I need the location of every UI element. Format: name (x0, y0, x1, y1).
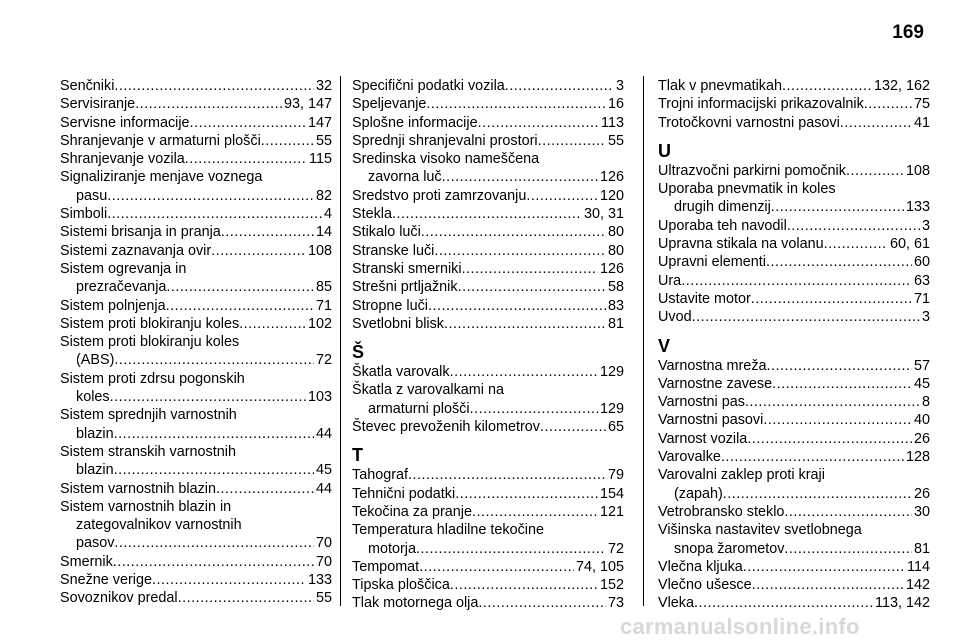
index-entry-page: 79 (607, 467, 624, 484)
index-entry (352, 297, 624, 315)
index-entry-term: Vetrobransko steklo (658, 503, 785, 520)
index-entry (60, 425, 332, 443)
index-entry-term: Vleka (658, 595, 694, 612)
index-entry (658, 411, 930, 429)
dot-leader (478, 114, 599, 132)
dot-leader (261, 132, 314, 150)
dot-leader (211, 242, 306, 260)
index-entry-term: drugih dimenzij (674, 199, 771, 216)
index-entry-term: (ABS) (76, 352, 115, 369)
index-entry-term: pasov (76, 535, 115, 552)
index-entry-page: 3 (615, 78, 624, 94)
dot-leader (166, 297, 314, 315)
index-entry (352, 278, 624, 296)
index-entry-page: 133 (307, 572, 332, 589)
index-entry (352, 400, 624, 418)
index-entry-page: 83 (607, 297, 624, 314)
index-entry-page: 14 (315, 224, 332, 241)
index-entry (658, 540, 930, 558)
index-entry-page: 102 (307, 315, 332, 332)
index-entry-heading: Sistem proti zdrsu pogonskih (60, 370, 245, 387)
dot-leader (392, 205, 582, 223)
index-entry-page: 113 (601, 114, 624, 131)
dot-leader (110, 388, 306, 406)
index-entry-term: Tahograf (352, 467, 409, 484)
index-entry (658, 235, 930, 253)
dot-leader (114, 461, 314, 479)
dot-leader (114, 351, 314, 369)
index-entry (658, 393, 930, 411)
index-entry-term: Ustavite motor (658, 290, 751, 307)
index-entry-term: Sistemi brisanja in pranja (60, 224, 221, 241)
page-number: 169 (892, 22, 924, 43)
index-entry-heading: Sistem sprednjih varnostnih (60, 407, 237, 424)
index-entry-page: 129 (599, 400, 624, 417)
index-entry-term: Uporaba teh navodil (658, 217, 787, 234)
dot-leader (421, 223, 606, 241)
dot-leader (450, 576, 598, 594)
index-entry-page: 71 (315, 297, 332, 314)
index-entry (352, 114, 624, 132)
index-entry-term: Sprednji shranjevalni prostori (352, 132, 538, 149)
index-entry-term: Splošne informacije (352, 114, 478, 131)
index-entry-page: 26 (913, 485, 930, 502)
dot-leader (505, 77, 614, 95)
dot-leader (478, 594, 606, 612)
index-entry-term: Simboli (60, 206, 108, 223)
index-entry-page: 80 (607, 242, 624, 259)
dot-leader (419, 558, 574, 576)
dot-leader (771, 198, 904, 216)
dot-leader (455, 485, 598, 503)
dot-leader (185, 150, 307, 168)
index-entry-term: Varnostna mreža (658, 357, 767, 374)
dot-leader (107, 205, 322, 223)
index-entry-term: Škatla varovalk (352, 364, 450, 381)
index-entry-page: 41 (913, 114, 930, 131)
index-entry (60, 461, 332, 479)
index-entry (352, 558, 624, 576)
index-entry (60, 297, 332, 315)
dot-leader (239, 315, 306, 333)
index-entry (658, 77, 930, 95)
index-entry-page: 81 (913, 540, 930, 557)
index-entry-page: 115 (309, 151, 332, 168)
index-entry-term: Tehnični podatki (352, 485, 456, 502)
dot-leader (745, 393, 920, 411)
index-entry-heading: Sredinska visoko nameščena (352, 151, 540, 168)
index-entry (60, 150, 332, 168)
index-entry-term: Tlak motornega olja (352, 595, 479, 612)
index-entry-page: 16 (607, 96, 624, 113)
dot-leader (787, 217, 920, 235)
dot-leader (721, 448, 904, 466)
index-entry-page: 132, 162 (873, 78, 930, 94)
index-entry-page: 71 (913, 290, 930, 307)
index-entry (658, 357, 930, 375)
index-entry-term: blazin (76, 425, 114, 442)
index-entry-term: Sistem polnjenja (60, 297, 166, 314)
index-entry-term: Tipska ploščica (352, 577, 450, 594)
index-entry-term: Senčniki (60, 78, 115, 94)
index-entry-page: 30, 31 (583, 206, 624, 223)
index-entry-page: 126 (599, 169, 624, 186)
index-entry (658, 375, 930, 393)
dot-leader (784, 540, 912, 558)
index-entry-page: 82 (315, 187, 332, 204)
index-entry-page: 73 (607, 595, 624, 612)
index-entry-page: 85 (315, 279, 332, 296)
dot-leader (426, 95, 606, 113)
index-entry-page: 44 (315, 480, 332, 497)
index-entry-page: 108 (905, 162, 930, 179)
index-entry-term: motorja (368, 540, 416, 557)
dot-leader (428, 297, 606, 315)
index-entry-heading: Sistem ogrevanja in (60, 260, 187, 277)
index-entry-heading: zategovalnikov varnostnih (76, 517, 242, 534)
index-entry (60, 205, 332, 223)
index-entry-heading: Sistem proti blokiranju koles (60, 334, 240, 351)
index-entry-page: 147 (307, 114, 332, 131)
index-entry (60, 114, 332, 132)
index-entry-term: koles (76, 389, 110, 406)
dot-leader (772, 375, 912, 393)
index-column-3 (658, 77, 930, 613)
index-letter-heading: T (352, 445, 363, 466)
index-entry-term: pasu (76, 187, 108, 204)
index-entry-term: Tlak v pnevmatikah (658, 78, 782, 94)
dot-leader (766, 253, 912, 271)
index-entry-page: 44 (315, 425, 332, 442)
index-entry (658, 114, 930, 132)
index-entry-page: 40 (913, 412, 930, 429)
index-entry-term: Varnostni pas (658, 394, 745, 411)
index-letter-heading: V (658, 335, 671, 356)
index-entry (352, 168, 624, 186)
dot-leader (216, 480, 314, 498)
index-entry-term: Specifični podatki vozila (352, 78, 505, 94)
index-entry-page: 45 (913, 375, 930, 392)
index-entry (658, 594, 930, 612)
index-entry (60, 132, 332, 150)
index-entry-term: Speljevanje (352, 96, 427, 113)
index-entry-page: 45 (315, 462, 332, 479)
index-entry-page: 103 (307, 389, 332, 406)
index-entry-term: Varnostne zavese (658, 375, 773, 392)
index-entry-term: zavorna luč (368, 169, 442, 186)
dot-leader (743, 558, 905, 576)
dot-leader (782, 77, 872, 95)
index-entry (352, 503, 624, 521)
index-entry (60, 571, 332, 589)
index-entry (658, 558, 930, 576)
dot-leader (694, 594, 873, 612)
index-entry (60, 242, 332, 260)
index-entry (658, 217, 930, 235)
index-column-2 (352, 77, 624, 613)
index-entry-term: Varovalke (658, 449, 721, 466)
index-entry-heading: Škatla z varovalkami na (352, 382, 504, 399)
dot-leader (540, 418, 606, 436)
index-entry-page: 72 (315, 352, 332, 369)
dot-leader (107, 187, 314, 205)
index-entry-heading: Sistem varnostnih blazin in (60, 498, 232, 515)
index-entry-term: Sistem proti blokiranju koles (60, 315, 240, 332)
dot-leader (450, 363, 598, 381)
index-entry (352, 242, 624, 260)
index-entry-term: Tekočina za pranje (352, 503, 472, 520)
index-entry-term: Smernik (60, 553, 113, 570)
index-entry-term: Sovoznikov predal (60, 590, 178, 607)
index-entry-page: 55 (315, 590, 332, 607)
dot-leader (114, 425, 314, 443)
index-entry-heading: Uporaba pnevmatik in koles (658, 181, 836, 198)
index-letter-heading: Š (352, 342, 365, 363)
index-entry (658, 576, 930, 594)
index-entry (60, 95, 332, 113)
index-entry-page: 152 (599, 577, 624, 594)
index-entry-page: 113, 142 (875, 595, 930, 612)
dot-leader (166, 278, 314, 296)
dot-leader (135, 95, 282, 113)
dot-leader (846, 162, 904, 180)
index-entry-page: 72 (607, 540, 624, 557)
index-entry-page: 3 (921, 217, 930, 234)
index-entry (60, 589, 332, 607)
index-letter-heading: U (658, 140, 671, 161)
index-entry (60, 223, 332, 241)
index-entry-term: Sredstvo proti zamrzovanju (352, 187, 527, 204)
dot-leader (752, 576, 904, 594)
index-entry-heading: Varovalni zaklep proti kraji (658, 467, 825, 484)
dot-leader (114, 534, 314, 552)
dot-leader (416, 540, 606, 558)
column-divider (340, 76, 341, 606)
index-entry (352, 95, 624, 113)
index-entry (658, 448, 930, 466)
index-entry-term: Snežne verige (60, 572, 153, 589)
dot-leader (864, 95, 912, 113)
index-entry-term: Servisne informacije (60, 114, 190, 131)
index-entry (60, 77, 332, 95)
index-entry-term: Stranski smerniki (352, 260, 462, 277)
dot-leader (458, 278, 606, 296)
index-entry-page: 4 (323, 206, 332, 223)
index-entry-page: 60 (913, 254, 930, 271)
index-entry-page: 93, 147 (283, 96, 332, 113)
index-entry-page: 80 (607, 224, 624, 241)
index-entry-page: 55 (607, 132, 624, 149)
dot-leader (681, 272, 912, 290)
dot-leader (221, 223, 314, 241)
index-entry-page: 74, 105 (575, 558, 624, 575)
dot-leader (190, 114, 306, 132)
index-entry-term: armaturni plošči (368, 400, 470, 417)
dot-leader (751, 290, 912, 308)
dot-leader (178, 589, 314, 607)
index-entry-heading: Temperatura hladilne tekočine (352, 522, 544, 539)
index-entry (352, 576, 624, 594)
dot-leader (444, 315, 606, 333)
index-entry (60, 553, 332, 571)
column-divider (643, 76, 644, 606)
index-entry-term: prezračevanja (76, 279, 167, 296)
index-entry-page: 120 (599, 187, 624, 204)
dot-leader (113, 553, 314, 571)
dot-leader (723, 485, 912, 503)
index-entry-term: Shranjevanje v armaturni plošči (60, 132, 261, 149)
index-entry-page: 32 (315, 78, 332, 94)
index-entry-page: 133 (905, 199, 930, 216)
index-entry (60, 278, 332, 296)
dot-leader (840, 114, 912, 132)
index-entry-page: 108 (307, 242, 332, 259)
dot-leader (152, 571, 306, 589)
index-entry (60, 315, 332, 333)
watermark: carmanualsonline.info (620, 614, 860, 639)
index-entry (352, 485, 624, 503)
index-entry-heading: Višinska nastavitev svetlobnega (658, 522, 862, 539)
index-entry-term: Svetlobni blisk (352, 315, 444, 332)
index-entry (352, 594, 624, 612)
index-entry (352, 187, 624, 205)
index-entry-page: 65 (607, 419, 624, 436)
index-entry (352, 205, 624, 223)
index-entry-term: Trojni informacijski prikazovalnik (658, 96, 864, 113)
dot-leader (470, 400, 598, 418)
index-entry-page: 57 (913, 357, 930, 374)
index-column-1 (60, 77, 332, 608)
dot-leader (408, 466, 606, 484)
index-entry (352, 132, 624, 150)
index-entry-term: blazin (76, 462, 114, 479)
index-entry-term: Upravni elementi (658, 254, 766, 271)
index-entry (60, 480, 332, 498)
index-entry-page: 114 (907, 558, 930, 575)
index-entry-page: 81 (607, 315, 624, 332)
index-entry (352, 540, 624, 558)
dot-leader (824, 235, 888, 253)
index-entry (352, 418, 624, 436)
index-entry-page: 30 (913, 503, 930, 520)
dot-leader (692, 308, 920, 326)
index-entry (658, 95, 930, 113)
index-entry (60, 187, 332, 205)
index-entry-term: Tempomat (352, 558, 420, 575)
index-entry-page: 75 (913, 96, 930, 113)
index-entry-term: Vlečno ušesce (658, 577, 752, 594)
index-entry-term: Trotočkovni varnostni pasovi (658, 114, 840, 131)
index-entry-term: Strešni prtljažnik (352, 279, 458, 296)
dot-leader (442, 168, 598, 186)
index-entry-term: Sistem varnostnih blazin (60, 480, 216, 497)
index-entry (658, 253, 930, 271)
index-entry-page: 8 (921, 394, 930, 411)
dot-leader (434, 242, 606, 260)
index-entry (60, 534, 332, 552)
index-entry-page: 121 (599, 503, 624, 520)
index-entry-term: Vlečna kljuka (658, 558, 743, 575)
index-entry (60, 388, 332, 406)
index-entry (352, 260, 624, 278)
index-entry-page: 154 (599, 485, 624, 502)
index-entry-term: Shranjevanje vozila (60, 151, 185, 168)
dot-leader (472, 503, 598, 521)
index-entry (658, 198, 930, 216)
index-entry-heading: Sistem stranskih varnostnih (60, 443, 236, 460)
dot-leader (763, 411, 912, 429)
index-entry-heading: Signaliziranje menjave voznega (60, 169, 263, 186)
index-entry-term: Sistemi zaznavanja ovir (60, 242, 212, 259)
index-entry-page: 26 (913, 430, 930, 447)
dot-leader (747, 430, 912, 448)
dot-leader (526, 187, 598, 205)
index-entry-page: 70 (315, 535, 332, 552)
index-entry-page: 128 (905, 449, 930, 466)
index-entry (60, 351, 332, 369)
index-entry (658, 430, 930, 448)
index-entry (658, 290, 930, 308)
index-entry (352, 77, 624, 95)
dot-leader (114, 77, 314, 95)
index-entry-page: 126 (599, 260, 624, 277)
index-entry-page: 3 (921, 309, 930, 326)
index-entry-term: Ultrazvočni parkirni pomočnik (658, 162, 846, 179)
index-entry-page: 129 (599, 364, 624, 381)
index-entry-term: Varnostni pasovi (658, 412, 764, 429)
index-entry-term: (zapah) (674, 485, 723, 502)
index-entry-term: Stekla (352, 206, 392, 223)
index-entry-term: Servisiranje (60, 96, 136, 113)
index-entry-term: snopa žarometov (674, 540, 785, 557)
index-entry-page: 58 (607, 279, 624, 296)
index-entry-term: Varnost vozila (658, 430, 748, 447)
index-entry-term: Števec prevoženih kilometrov (352, 419, 540, 436)
index-entry-page: 55 (315, 132, 332, 149)
index-entry-page: 63 (913, 272, 930, 289)
index-entry-page: 60, 61 (889, 236, 930, 253)
index-entry-term: Ura (658, 272, 682, 289)
dot-leader (767, 357, 912, 375)
index-entry (658, 503, 930, 521)
index-entry (658, 272, 930, 290)
index-entry-page: 70 (315, 553, 332, 570)
index-entry (352, 466, 624, 484)
index-entry (352, 363, 624, 381)
index-entry-term: Uvod (658, 309, 692, 326)
index-entry (658, 162, 930, 180)
index-entry-page: 142 (905, 577, 930, 594)
index-entry (658, 308, 930, 326)
index-entry (658, 485, 930, 503)
index-entry-term: Stropne luči (352, 297, 428, 314)
index-entry-term: Stikalo luči (352, 224, 421, 241)
dot-leader (538, 132, 606, 150)
index-entry (352, 223, 624, 241)
dot-leader (462, 260, 598, 278)
index-entry-term: Upravna stikala na volanu (658, 236, 824, 253)
index-entry-term: Stranske luči (352, 242, 435, 259)
index-entry (352, 315, 624, 333)
dot-leader (784, 503, 912, 521)
